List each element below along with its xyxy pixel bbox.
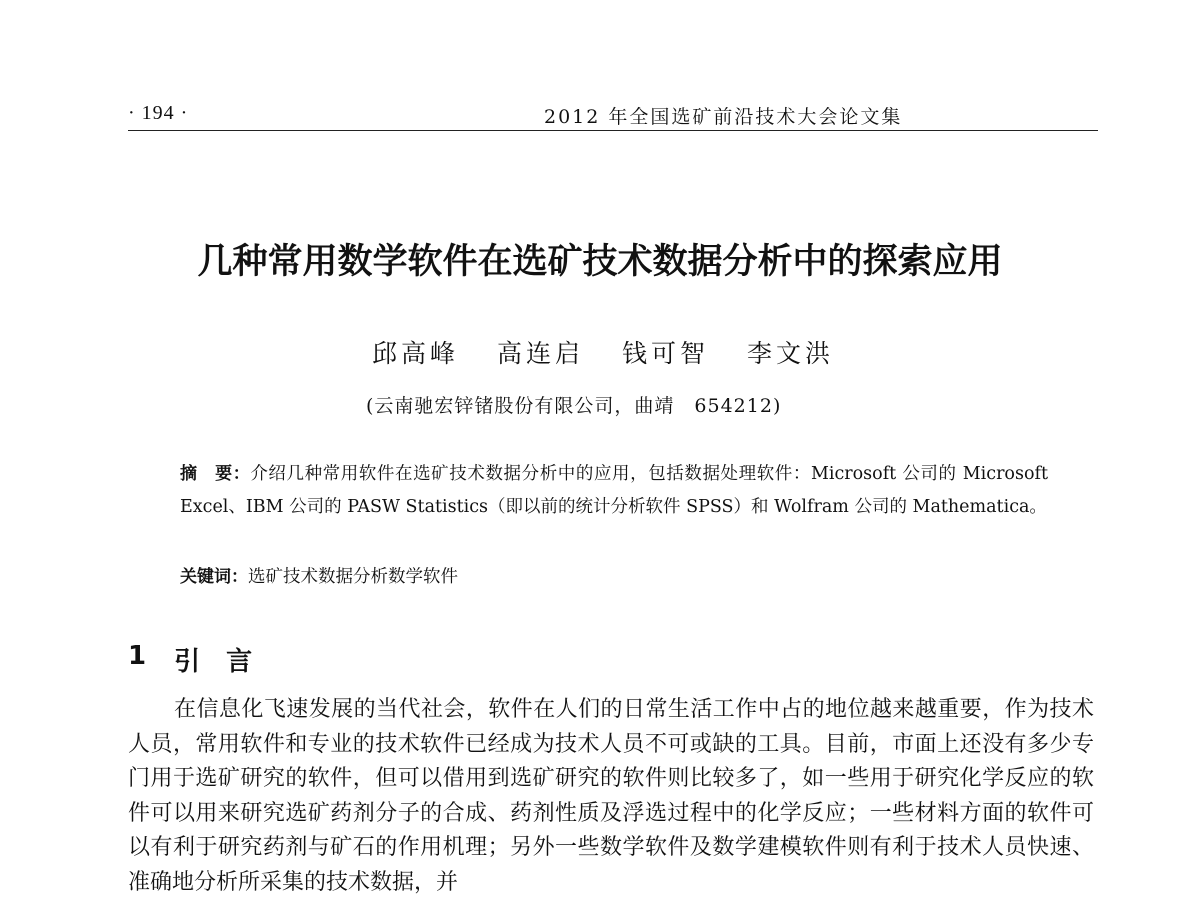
body-paragraph: 在信息化飞速发展的当代社会，软件在人们的日常生活工作中占的地位越来越重要，作为技术人员，常用软件和专业的技术软件已经成为技术人员不可或缺的工具。目前，市面上还没有多少专门用于选矿研究的软件，但可以借用到选矿研究的软件则比较多了，如一些用于研究化学反应的软件可以用来研究选矿药剂分子的合成、药剂性质及浮选过程中的化学反应；一些材料方面的软件可以有利于研究药剂与矿石的作用机理；另外一些数学软件及数学建模软件则有利于技术人员快速、准确地分析所采集的技术数据，并 (128, 697, 1094, 895)
author: 邱高峰 (372, 339, 460, 368)
running-header (128, 98, 1098, 134)
author: 李文洪 (747, 339, 835, 368)
abstract-text: 介绍几种常用软件在选矿技术数据分析中的应用，包括数据处理软件：Microsoft 公司的 Microsoft Excel、IBM 公司的 PASW Statistics（即以前的统计分析软件 SPSS）和 Wolfram 公司的 Mathematica。 (180, 464, 1048, 517)
abstract (180, 458, 1048, 524)
author: 钱可智 (622, 339, 710, 368)
header-rule (128, 130, 1098, 131)
section-title: 引言 (174, 647, 279, 677)
author-list (372, 334, 834, 370)
abstract-label: 摘 要： (180, 464, 251, 484)
running-title: 2012 年全国选矿前沿技术大会论文集 (544, 106, 903, 128)
section-number: 1 (128, 641, 147, 671)
author: 高连启 (497, 339, 585, 368)
affiliation: (云南驰宏锌锗股份有限公司，曲靖 654212) (366, 395, 782, 417)
keywords-text: 选矿技术数据分析数学软件 (248, 567, 458, 587)
page-number: · 194 · (128, 102, 189, 124)
section-heading (128, 641, 278, 678)
keywords-label: 关键词： (180, 567, 248, 587)
keywords (180, 562, 458, 588)
paper-title: 几种常用数学软件在选矿技术数据分析中的探索应用 (197, 242, 1003, 282)
